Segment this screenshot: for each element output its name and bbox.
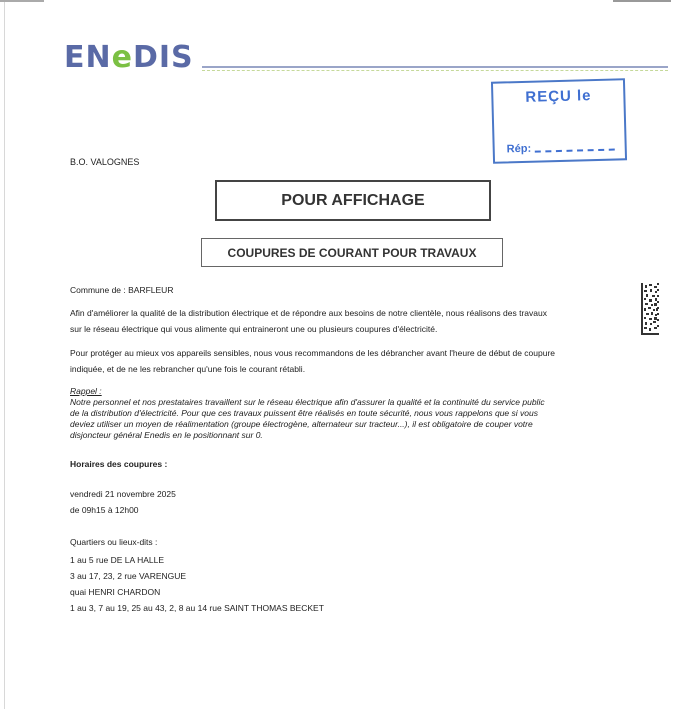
stamp-reply-label: Rép: [506, 142, 532, 156]
area-item: 1 au 3, 7 au 19, 25 au 43, 2, 8 au 14 rue SAINT THOMAS BECKET [70, 603, 324, 613]
sender-office: B.O. VALOGNES [70, 157, 140, 167]
paragraph-recommendation [70, 345, 650, 377]
logo-rule [202, 66, 668, 68]
page-edge [4, 0, 5, 709]
enedis-logo [64, 40, 194, 75]
paragraph-intro [70, 305, 650, 337]
reminder-label: Rappel : [70, 386, 102, 396]
reminder-line: disjoncteur général Enedis en le positionnant sur 0. [70, 430, 263, 440]
area-item: 3 au 17, 23, 2 rue VARENGUE [70, 571, 187, 581]
logo-text-b: e [111, 40, 133, 75]
reminder-line: deviez utiliser un moyen de réalimentation (groupe électrogène, alternateur sur tracteur...), il est obligatoire de couper votre [70, 419, 533, 429]
logo-text-a: EN [64, 40, 112, 75]
paragraph-line: sur le réseau électrique qui vous alimente qui entraineront une ou plusieurs coupures d'électricité. [70, 324, 438, 334]
commune-line: Commune de : BARFLEUR [70, 285, 174, 295]
areas-heading: Quartiers ou lieux-dits : [70, 537, 158, 547]
reminder-block [70, 386, 630, 441]
schedule-heading: Horaires des coupures : [70, 459, 168, 469]
scan-artifact [613, 0, 671, 2]
paragraph-line: Afin d'améliorer la qualité de la distribution électrique et de répondre aux besoins de notre clientèle, nous réalisons des travaux [70, 308, 547, 318]
paragraph-line: Pour protéger au mieux vos appareils sensibles, nous vous recommandons de les débrancher avant l'heure de début de coupure [70, 348, 556, 358]
area-item: 1 au 5 rue DE LA HALLE [70, 555, 165, 565]
stamp-line [535, 149, 615, 153]
logo-rule-accent [202, 70, 668, 71]
scan-artifact [0, 0, 44, 2]
paragraph-line: indiquée, et de ne les rebrancher qu'une fois le courant rétabli. [70, 364, 306, 374]
area-item: quai HENRI CHARDON [70, 587, 161, 597]
logo-text-c: DIS [132, 40, 194, 75]
outage-time: de 09h15 à 12h00 [70, 505, 139, 515]
areas-list [70, 552, 650, 616]
stamp-received-label: REÇU le [525, 87, 592, 106]
reminder-line: Notre personnel et nos prestataires travaillent sur le réseau électrique afin d'assurer la qualité et la continuité du service public [70, 397, 545, 407]
outage-date: vendredi 21 novembre 2025 [70, 489, 176, 499]
received-stamp [491, 78, 627, 163]
sub-title: COUPURES DE COURANT POUR TRAVAUX [201, 238, 503, 267]
schedule-block [70, 486, 650, 518]
main-title: POUR AFFICHAGE [215, 180, 491, 221]
reminder-line: de la distribution d'électricité. Pour que ces travaux puissent être réalisés en toute sécurité, nous vous rappelons que si vous [70, 408, 538, 418]
